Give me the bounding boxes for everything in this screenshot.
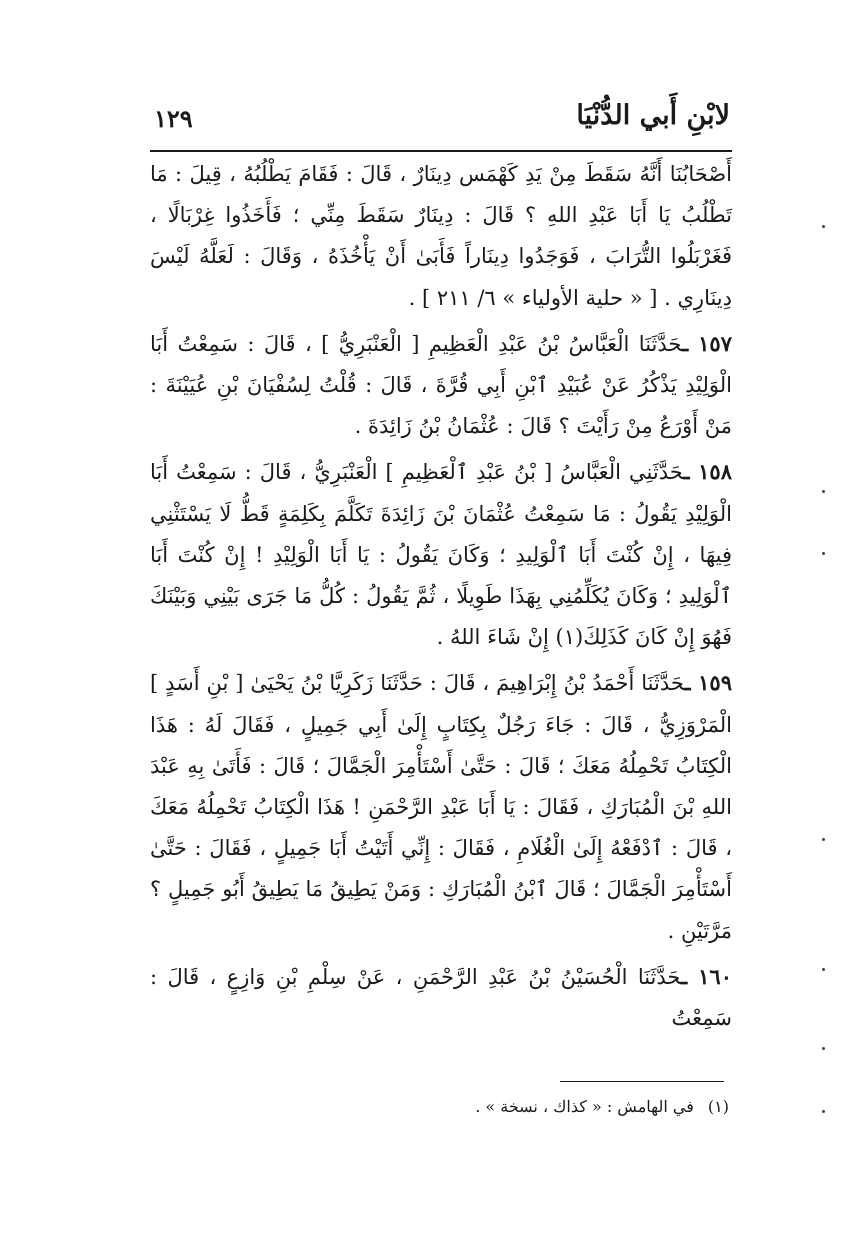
- page-number: ١٢٩: [154, 104, 193, 133]
- margin-speck: [822, 225, 825, 228]
- margin-speck: [822, 1047, 825, 1050]
- margin-speck: [822, 968, 825, 971]
- paragraph-160: [150, 956, 732, 1039]
- margin-speck: [822, 552, 825, 555]
- paragraph-text: أَصْحَابُنَا أَنَّهُ سَقَطَ مِنْ يَدِ كَهْمَس دِينَارٌ ، قَالَ : فَقَامَ يَطْلُبُهُ ، قِيلَ : مَا تَطْلُبُ يَا أَبَا عَبْدِ اللهِ ؟ قَالَ : دِينَارٌ سَقَطَ مِنِّي ؛ فَأَخَذُوا غِرْبَالًا ، فَغَرْبَلُوا التُّرَابَ ، فَوَجَدُوا دِينَاراً فَأَبَىٰ أَنْ يَأْخُذَهُ ، وَقَالَ : لَعَلَّهُ لَيْسَ دِينَارِي . [ « حلية الأولياء » ٦/ ٢١١ ] .: [150, 162, 732, 310]
- header-rule: [150, 150, 732, 152]
- page-header: [150, 96, 730, 146]
- paragraph-number: ١٥٧ ـ: [681, 330, 732, 356]
- paragraph-number: ١٦٠ ـ: [680, 963, 732, 989]
- paragraph-text: حَدَّثَنَا الْحُسَيْنُ بْنُ عَبْدِ الرَّحْمَنِ ، عَنْ سِلْمِ بْنِ وَازِعٍ ، قَالَ : سَمِعْتُ: [150, 964, 732, 1031]
- footnote: [475, 1097, 729, 1116]
- paragraph-number: ١٥٨ ـ: [683, 459, 732, 485]
- paragraph-159: [150, 662, 732, 951]
- margin-speck: [822, 490, 825, 493]
- paragraph-text: حَدَّثَنَا أَحْمَدُ بْنُ إِبْرَاهِيمَ ، قَالَ : حَدَّثَنَا زَكَرِيَّا بْنُ يَحْيَىٰ [ بْنِ أَسَدٍ ] الْمَرْوَزِيُّ ، قَالَ : جَاءَ رَجُلٌ بِكِتَابٍ إِلَىٰ أَبِي جَمِيلٍ ، فَقَالَ لَهُ : هَذَا الْكِتَابُ تَحْمِلُهُ مَعَكَ ؛ قَالَ : حَتَّىٰ أَسْتَأْمِرَ الْجَمَّالَ ؛ قَالَ : فَأَتَىٰ بِهِ عَبْدَ اللهِ بْنَ الْمُبَارَكِ ، فَقَالَ : يَا أَبَا عَبْدِ الرَّحْمَنِ ! هَذَا الْكِتَابُ تَحْمِلُهُ مَعَكَ ، قَالَ : ٱدْفَعْهُ إِلَىٰ الْغُلَامِ ، فَقَالَ : إِنِّي أَتَيْتُ أَبَا جَمِيلٍ ، فَقَالَ : حَتَّىٰ أَسْتَأْمِرَ الْجَمَّالَ ؛ قَالَ ٱبْنُ الْمُبَارَكِ : وَمَنْ يَطِيقُ مَا يَطِيقُ أَبُو جَمِيلٍ ؟ مَرَّتَيْنِ .: [150, 671, 732, 943]
- footnote-text: في الهامش : « كذاك ، نسخة » .: [475, 1097, 694, 1116]
- paragraph-158: [150, 451, 732, 658]
- footnote-rule: [560, 1081, 724, 1082]
- footnote-number: (١): [707, 1097, 729, 1116]
- paragraph-number: ١٥٩ ـ: [684, 670, 732, 696]
- paragraph-text: حَدَّثَنِي الْعَبَّاسُ [ بْنُ عَبْدِ ٱلْعَظِيمِ ] الْعَنْبَرِيُّ ، قَالَ : سَمِعْتُ أَبَا الْوَلِيْدِ يَقُولُ : مَا سَمِعْتُ عُثْمَانَ بْنَ زَائِدَةَ تَكَلَّمَ بِكَلِمَةٍ قَطُّ لَا يَسْتَثْنِي فِيهَا ، إِنْ كُنْتَ أَبَا ٱلْوَلِيدِ ؛ وَكَانَ يَقُولُ : يَا أَبَا الْوَلِيْدِ ! إِنْ كُنْتَ أَبَا ٱلْوَلِيدِ ؛ وَكَانَ يُكَلِّمُنِي بِهَذَا طَوِيلًا ، ثُمَّ يَقُولُ : كُلُّ مَا جَرَى بَيْنِي وَبَيْنَكَ فَهُوَ إِنْ كَانَ كَذَلِكَ(١) إِنْ شَاءَ اللهُ .: [150, 460, 732, 650]
- running-head: لابْنِ أَبي الدُّنْيَا: [576, 100, 730, 131]
- body-text: [150, 154, 732, 1039]
- paragraph-text: حَدَّثَنَا الْعَبَّاسُ بْنُ عَبْدِ الْعَظِيمِ [ الْعَنْبَرِيُّ ] ، قَالَ : سَمِعْتُ أَبَا الْوَلِيْدِ يَذْكُرُ عَنْ عُبَيْدِ ٱبْنِ أَبِي قُرَّةَ ، قَالَ : قُلْتُ لِسُفْيَانَ بْنِ عُيَيْنَةَ : مَنْ أَوْرَعُ مِنْ رَأَيْتَ ؟ قَالَ : عُثْمَانُ بْنُ زَائِدَةَ .: [150, 331, 732, 439]
- paragraph-157: [150, 323, 732, 448]
- margin-speck: [822, 1110, 825, 1113]
- paragraph-continuation: [150, 154, 732, 319]
- margin-speck: [822, 838, 825, 841]
